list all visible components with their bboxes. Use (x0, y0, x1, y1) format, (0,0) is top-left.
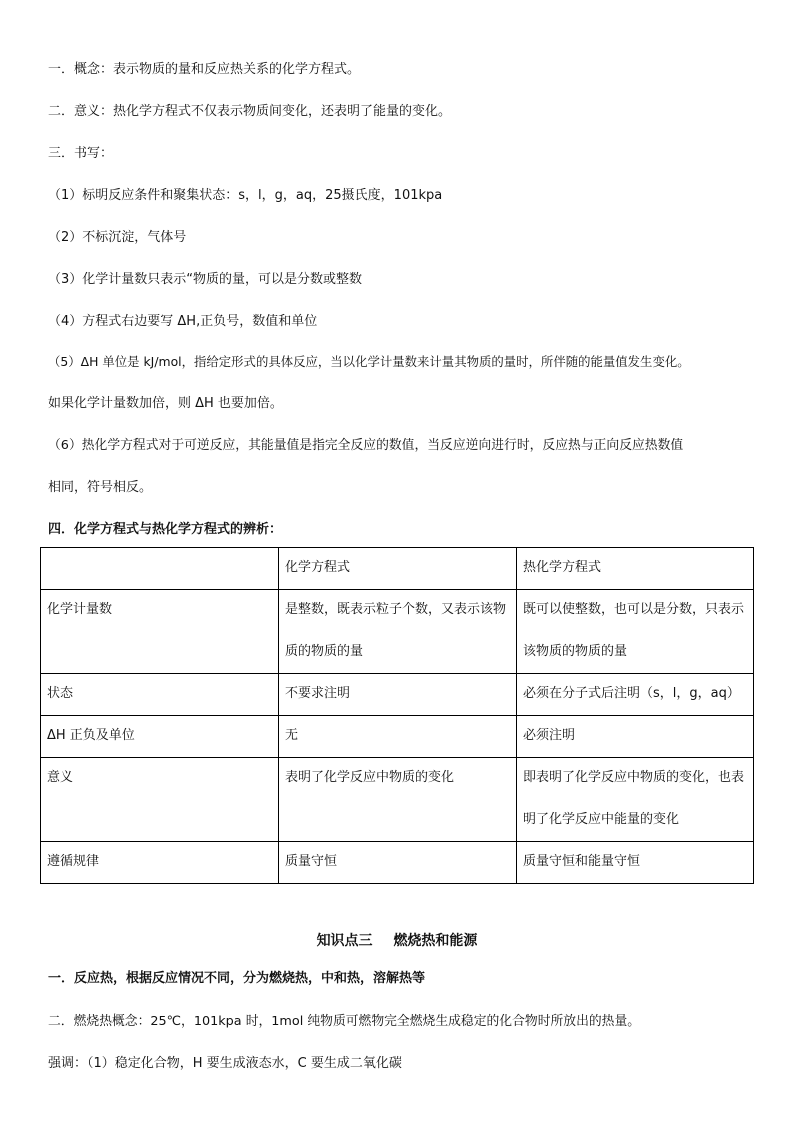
section-title-number: 知识点三 (316, 933, 373, 949)
writing-item-6-cont: 相同，符号相反。 (48, 480, 153, 495)
emphasis-paragraph: 强调：（1）稳定化合物，H 要生成液态水，C 要生成二氧化碳 (48, 1056, 402, 1071)
table-cell: 无 (279, 716, 517, 758)
writing-item-5: （5）ΔH 单位是 kJ/mol，指给定形式的具体反应，当以化学计量数来计量其物质的量时，所伴随的能量值发生变化。 (48, 354, 690, 369)
table-row (41, 674, 754, 716)
section-title (0, 930, 794, 950)
table-cell: 化学计量数 (41, 590, 279, 674)
table-cell: 既可以使整数，也可以是分数，只表示该物质的物质的量 (517, 590, 754, 674)
concept-paragraph: 一．概念：表示物质的量和反应热关系的化学方程式。 (48, 62, 361, 77)
meaning-paragraph: 二．意义：热化学方程式不仅表示物质间变化，还表明了能量的变化。 (48, 104, 452, 119)
table-cell: 质量守恒 (279, 842, 517, 884)
table-row (41, 842, 754, 884)
table-cell: 状态 (41, 674, 279, 716)
table-cell: 即表明了化学反应中物质的变化，也表明了化学反应中能量的变化 (517, 758, 754, 842)
table-cell: 不要求注明 (279, 674, 517, 716)
section-title-text: 燃烧热和能源 (393, 933, 478, 949)
table-header-cell: 化学方程式 (279, 548, 517, 590)
table-cell: 表明了化学反应中物质的变化 (279, 758, 517, 842)
table-cell: 是整数，既表示粒子个数，又表示该物质的物质的量 (279, 590, 517, 674)
table-row (41, 716, 754, 758)
table-cell: 必须在分子式后注明（s，l，g，aq） (517, 674, 754, 716)
table-cell: 必须注明 (517, 716, 754, 758)
table-cell: 质量守恒和能量守恒 (517, 842, 754, 884)
combustion-heat-paragraph: 二．燃烧热概念：25℃，101kpa 时，1mol 纯物质可燃物完全燃烧生成稳定的化合物时所放出的热量。 (48, 1014, 641, 1029)
writing-item-5-cont: 如果化学计量数加倍，则 ΔH 也要加倍。 (48, 396, 283, 411)
table-cell: 遵循规律 (41, 842, 279, 884)
writing-item-2: （2）不标沉淀，气体号 (48, 230, 187, 245)
table-header-cell (41, 548, 279, 590)
table-row (41, 590, 754, 674)
writing-item-3: （3）化学计量数只表示“物质的量，可以是分数或整数 (48, 272, 363, 287)
table-header-row (41, 548, 754, 590)
comparison-table (40, 547, 754, 884)
comparison-heading: 四．化学方程式与热化学方程式的辨析： (48, 522, 283, 537)
writing-item-6: （6）热化学方程式对于可逆反应，其能量值是指完全反应的数值，当反应逆向进行时，反应热与正向反应热数值 (48, 438, 684, 453)
reaction-heat-paragraph: 一．反应热，根据反应情况不同，分为燃烧热，中和热，溶解热等 (48, 971, 426, 986)
writing-item-1: （1）标明反应条件和聚集状态：s，l，g，aq，25摄氏度，101kpa (48, 188, 443, 203)
table-cell: ΔH 正负及单位 (41, 716, 279, 758)
writing-heading: 三．书写： (48, 146, 114, 161)
table-row (41, 758, 754, 842)
writing-item-4: （4）方程式右边要写 ΔH,正负号，数值和单位 (48, 314, 318, 329)
table-cell: 意义 (41, 758, 279, 842)
table-header-cell: 热化学方程式 (517, 548, 754, 590)
